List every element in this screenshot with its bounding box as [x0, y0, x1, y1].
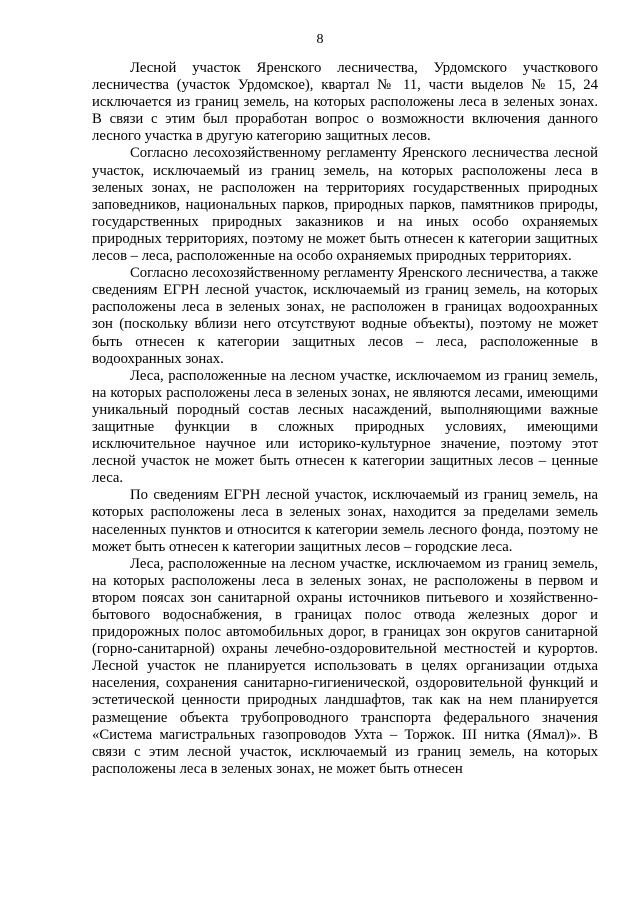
paragraph-6: Леса, расположенные на лесном участке, исключаемом из границ земель, на которых расположены леса в зеленых зонах, не расположены в первом и втором поясах зон санитарной охраны источников питьевого и хозяйственно-бытового водоснабжения, в границах полос отвода железных дорог и придорожных полос автомобильных дорог, в границах зон округов санитарной (горно-санитарной) охраны лечебно-оздоровительной местностей и курортов. Лесной участок не планируется использовать в целях организации отдыха населения, сохранения санитарно-гигиенической, оздоровительной функций и эстетической ценности природных ландшафтов, так как на нем планируется размещение объекта трубопроводного транспорта федерального значения «Система магистральных газопроводов Ухта – Торжок. III нитка (Ямал)». В связи с этим лесной участок, исключаемый из границ земель, на которых расположены леса в зеленых зонах, не может быть отнесен	[92, 555, 598, 777]
document-body	[92, 60, 598, 778]
paragraph-3: Согласно лесохозяйственному регламенту Яренского лесничества, а также сведениям ЕГРН лесной участок, исключаемый из границ земель, на которых расположены леса в зеленых зонах, не расположен в границах водоохранных зон (поскольку вблизи него отсутствуют водные объекты), поэтому не может быть отнесен к категории защитных лесов – леса, расположенные в водоохранных зонах.	[92, 265, 598, 367]
page-number: 8	[316, 32, 324, 47]
paragraph-4: Леса, расположенные на лесном участке, исключаемом из границ земель, на которых расположены леса в зеленых зонах, не являются лесами, имеющими уникальный породный состав лесных насаждений, выполняющими важные защитные функции в сложных природных условиях, имеющими исключительное научное или историко-культурное значение, поэтому этот лесной участок не может быть отнесен к категории защитных лесов – ценные леса.	[92, 367, 598, 487]
paragraph-1: Лесной участок Яренского лесничества, Урдомского участкового лесничества (участок Урдомское), квартал № 11, части выделов № 15, 24 исключается из границ земель, на которых расположены леса в зеленых зонах. В связи с этим был проработан вопрос о возможности включения данного лесного участка в другую категорию защитных лесов.	[92, 60, 598, 145]
paragraph-5: По сведениям ЕГРН лесной участок, исключаемый из границ земель, на которых расположены леса в зеленых зонах, находится за пределами земель населенных пунктов и относится к категории земель лесного фонда, поэтому не может быть отнесен к категории защитных лесов – городские леса.	[92, 487, 598, 555]
paragraph-2: Согласно лесохозяйственному регламенту Яренского лесничества лесной участок, исключаемый из границ земель, на которых расположены леса в зеленых зонах, не расположен на территориях государственных природных заповедников, национальных парков, природных парков, памятников природы, государственных природных заказников и на иных особо охраняемых природных территориях, поэтому не может быть отнесен к категории защитных лесов – леса, расположенные на особо охраняемых природных территориях.	[92, 145, 598, 265]
